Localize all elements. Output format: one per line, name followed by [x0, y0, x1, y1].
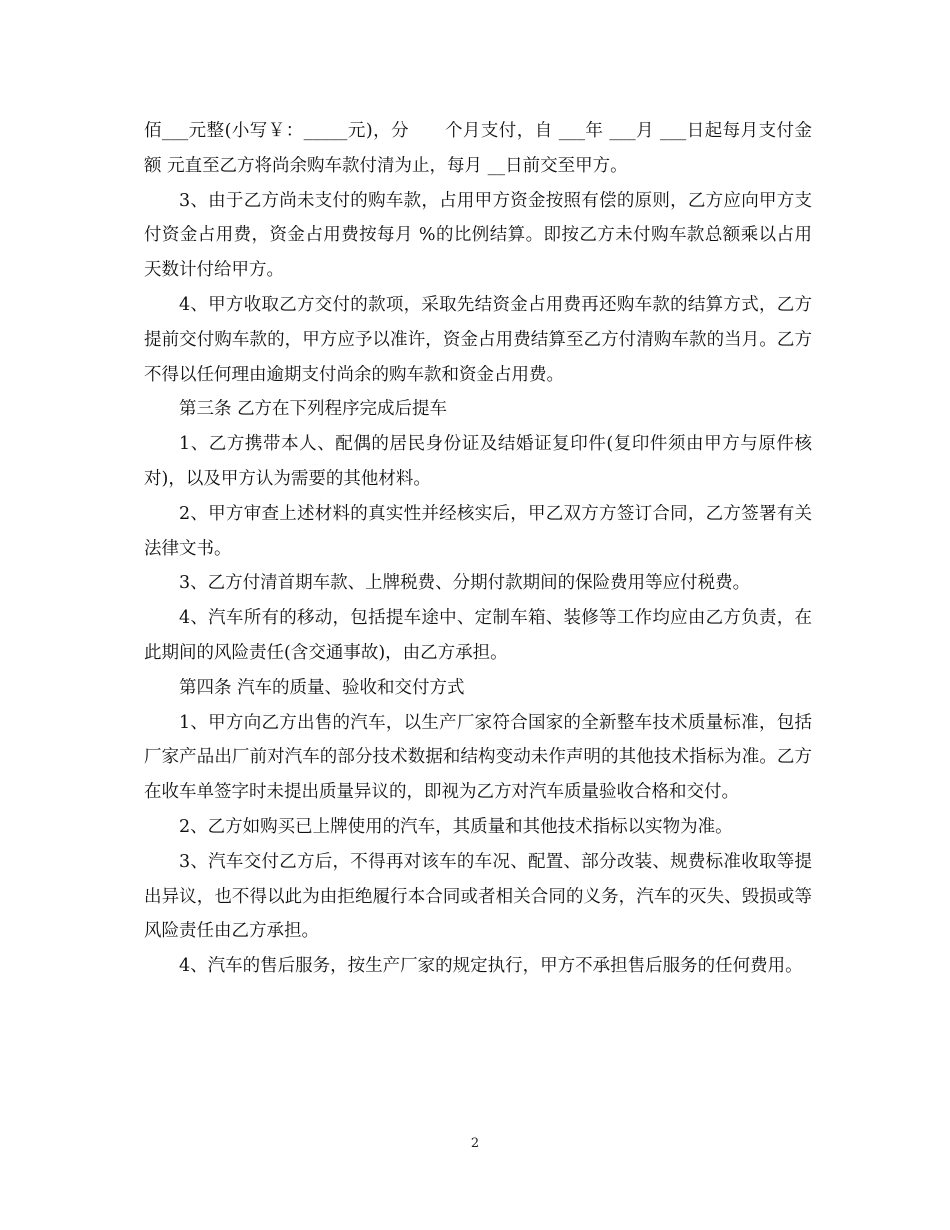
- paragraph-payment-terms: 佰___元整(小写￥：_____元)，分 个月支付，自 ___年 ___月 ___日起每月支付金额 元直至乙方将尚余购车款付清为止，每月 __日前交至甲方。: [144, 121, 812, 176]
- paragraph-article-3-item-4: 4、汽车所有的移动，包括提车途中、定制车箱、装修等工作均应由乙方负责，在此期间的风险责任(含交通事故)，由乙方承担。: [144, 608, 812, 663]
- paragraph-article-3-item-1: 1、乙方携带本人、配偶的居民身份证及结婚证复印件(复印件须由甲方与原件核对)，以及甲方认为需要的其他材料。: [144, 434, 812, 489]
- article-4-heading: 第四条 汽车的质量、验收和交付方式: [179, 677, 465, 698]
- paragraph-article-4-item-4: 4、汽车的售后服务，按生产厂家的规定执行，甲方不承担售后服务的任何费用。: [179, 956, 803, 977]
- paragraph-article-4-item-1: 1、甲方向乙方出售的汽车，以生产厂家符合国家的全新整车技术质量标准，包括厂家产品出厂前对汽车的部分技术数据和结构变动未作声明的其他技术指标为准。乙方在收车单签字时未提出质量异议的，即视为乙方对汽车质量验收合格和交付。: [144, 712, 812, 803]
- paragraph-article-3-item-2: 2、甲方审查上述材料的真实性并经核实后，甲乙双方方签订合同，乙方签署有关法律文书。: [144, 503, 812, 559]
- document-body: [144, 114, 812, 984]
- page-number: 2: [470, 1136, 480, 1151]
- article-3-heading: 第三条 乙方在下列程序完成后提车: [179, 399, 448, 420]
- paragraph-clause-4-settlement: 4、甲方收取乙方交付的款项，采取先结资金占用费再还购车款的结算方式，乙方提前交付购车款的，甲方应予以准许，资金占用费结算至乙方付清购车款的当月。乙方不得以任何理由逾期支付尚余的购车款和资金占用费。: [144, 294, 812, 385]
- paragraph-article-3-item-3: 3、乙方付清首期车款、上牌税费、分期付款期间的保险费用等应付税费。: [179, 573, 751, 594]
- paragraph-article-4-item-3: 3、汽车交付乙方后，不得再对该车的车况、配置、部分改装、规费标准收取等提出异议，也不得以此为由拒绝履行本合同或者相关合同的义务，汽车的灭失、毁损或等风险责任由乙方承担。: [144, 851, 812, 942]
- paragraph-clause-3-occupancy-fee: 3、由于乙方尚未支付的购车款，占用甲方资金按照有偿的原则，乙方应向甲方支付资金占用费，资金占用费按每月 %的比例结算。即按乙方未付购车款总额乘以占用天数计付给甲方。: [144, 190, 812, 281]
- paragraph-article-4-item-2: 2、乙方如购买已上牌使用的汽车，其质量和其他技术指标以实物为准。: [179, 816, 733, 837]
